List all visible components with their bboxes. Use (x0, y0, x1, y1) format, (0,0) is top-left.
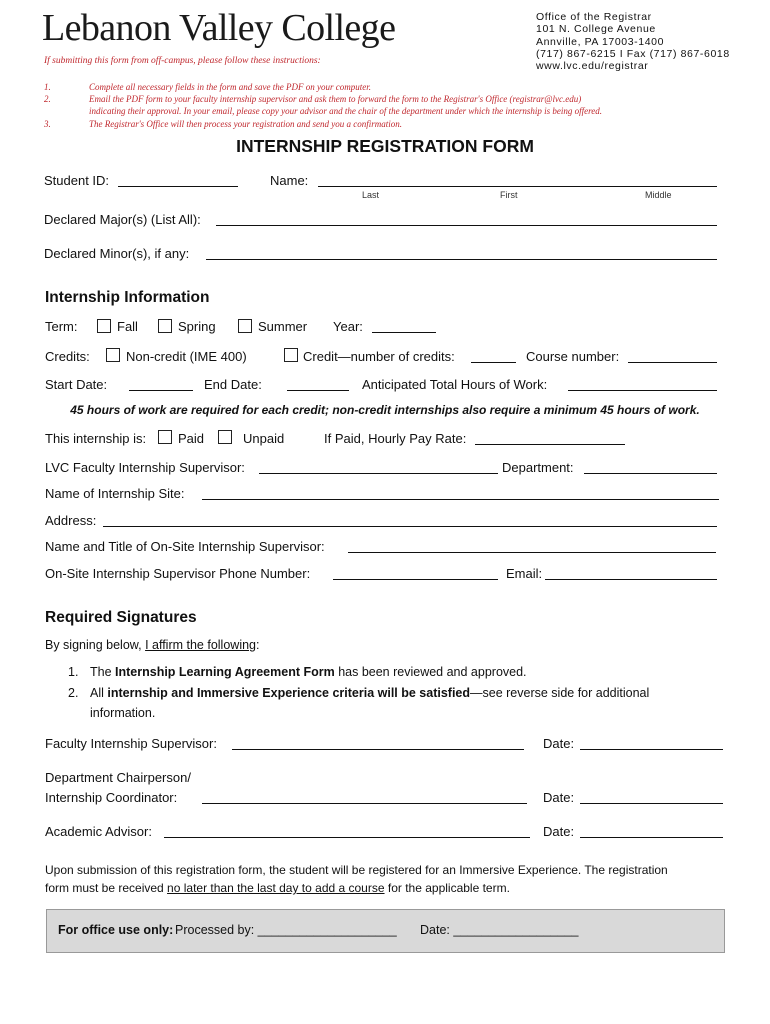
faculty-signature-field[interactable] (232, 749, 524, 750)
onsite-supervisor-label: Name and Title of On-Site Internship Supervisor: (45, 539, 325, 554)
student-id-label: Student ID: (44, 173, 110, 188)
minors-field[interactable] (206, 259, 717, 260)
faculty-date-field[interactable] (580, 749, 723, 750)
chair-signature-field[interactable] (202, 803, 527, 804)
affirm-item-1-text: has been reviewed and approved. (334, 665, 527, 679)
chair-signature-label-1: Department Chairperson/ (45, 770, 191, 785)
advisor-signature-label: Academic Advisor: (45, 824, 152, 839)
instruction-text: Email the PDF form to your faculty internship supervisor and ask them to forward the form to the Registrar's Office (registrar@lvc.edu) (89, 94, 582, 104)
department-label: Department: (502, 460, 574, 475)
college-logo: Lebanon Valley College (42, 7, 396, 49)
email-field[interactable] (545, 579, 717, 580)
paid-checkbox[interactable] (158, 430, 172, 444)
noncredit-checkbox[interactable] (106, 348, 120, 362)
office-date: Date: __________________ (420, 923, 579, 937)
onsite-phone-label: On-Site Internship Supervisor Phone Number: (45, 566, 311, 581)
faculty-supervisor-label: LVC Faculty Internship Supervisor: (45, 460, 245, 475)
affirm-item-1-text: The (90, 665, 116, 679)
name-sub-middle: Middle (645, 190, 672, 200)
address-label: Address: (45, 513, 97, 528)
affirm-item-2-text: —see reverse side for additional (470, 686, 650, 700)
offcampus-note: If submitting this form from off-campus, please follow these instructions: (44, 56, 321, 66)
advisor-signature-field[interactable] (164, 837, 530, 838)
affirm-intro-suffix: : (256, 638, 260, 652)
submission-note-prefix: form must be received (45, 881, 168, 895)
end-date-label: End Date: (204, 377, 262, 392)
pay-rate-field[interactable] (475, 444, 625, 445)
office-use-box (46, 909, 725, 953)
affirm-item-2-text: All (90, 686, 108, 700)
office-use-label: For office use only: (58, 923, 174, 937)
email-label: Email: (506, 566, 543, 581)
instruction-text: indicating their approval. In your email, please copy your advisor and the chair of the department under which the internship is being offered. (89, 106, 603, 116)
noncredit-label: Non-credit (IME 400) (126, 349, 247, 364)
credit-checkbox[interactable] (284, 348, 298, 362)
onsite-phone-field[interactable] (333, 579, 498, 580)
form-title: INTERNSHIP REGISTRATION FORM (236, 136, 534, 156)
affirm-item-2 (90, 684, 649, 702)
chair-date-label: Date: (543, 790, 575, 805)
hours-field[interactable] (568, 390, 717, 391)
minors-label: Declared Minor(s), if any: (44, 246, 190, 261)
term-spring-checkbox[interactable] (158, 319, 172, 333)
start-date-field[interactable] (129, 390, 193, 391)
unpaid-checkbox[interactable] (218, 430, 232, 444)
affirm-item-1 (90, 663, 527, 681)
address-field[interactable] (103, 526, 717, 527)
term-summer-checkbox[interactable] (238, 319, 252, 333)
advisor-date-field[interactable] (580, 837, 723, 838)
majors-label: Declared Major(s) (List All): (44, 212, 201, 227)
affirm-item-1-num: 1. (68, 665, 79, 679)
student-id-field[interactable] (118, 186, 238, 187)
instruction-num: 3. (44, 119, 51, 129)
credits-label: Credits: (45, 349, 90, 364)
affirm-item-2-cont: information. (90, 706, 156, 720)
signatures-heading: Required Signatures (45, 609, 197, 626)
term-fall-label: Fall (117, 319, 138, 334)
processed-by: Processed by: ____________________ (175, 923, 397, 937)
instruction-num: 1. (44, 82, 51, 92)
submission-note-line: Upon submission of this registration form, the student will be registered for an Immersive Experience. The registration (45, 863, 668, 877)
affirm-item-2-num: 2. (68, 686, 79, 700)
term-summer-label: Summer (258, 319, 308, 334)
term-spring-label: Spring (178, 319, 216, 334)
office-line: Office of the Registrar (536, 11, 652, 23)
name-field[interactable] (318, 186, 717, 187)
instruction-num: 2. (44, 94, 51, 104)
chair-signature-label-2: Internship Coordinator: (45, 790, 178, 805)
term-fall-checkbox[interactable] (97, 319, 111, 333)
year-field[interactable] (372, 332, 436, 333)
course-number-label: Course number: (526, 349, 620, 364)
submission-note-suffix: for the applicable term. (384, 881, 510, 895)
name-sub-last: Last (362, 190, 380, 200)
affirm-item-2-bold: internship and Immersive Experience criteria will be satisfied (107, 686, 471, 700)
site-name-field[interactable] (202, 499, 719, 500)
site-name-label: Name of Internship Site: (45, 486, 185, 501)
submission-note-line (45, 879, 668, 897)
unpaid-label: Unpaid (243, 431, 285, 446)
hours-requirement-note: 45 hours of work are required for each credit; non-credit internships also require a minimum 45 hours of work. (70, 403, 700, 417)
start-date-label: Start Date: (45, 377, 108, 392)
instruction-text: The Registrar's Office will then process your registration and send you a confirmation. (89, 119, 402, 129)
term-label: Term: (45, 319, 78, 334)
credit-label: Credit—number of credits: (303, 349, 455, 364)
chair-date-field[interactable] (580, 803, 723, 804)
onsite-supervisor-field[interactable] (348, 552, 716, 553)
hours-label: Anticipated Total Hours of Work: (362, 377, 548, 392)
paid-label: Paid (178, 431, 205, 446)
affirm-intro (45, 636, 259, 654)
credits-number-field[interactable] (471, 362, 516, 363)
internship-heading: Internship Information (45, 289, 210, 306)
end-date-field[interactable] (287, 390, 349, 391)
office-line: www.lvc.edu/registrar (536, 60, 649, 73)
majors-field[interactable] (216, 225, 717, 226)
faculty-date-label: Date: (543, 736, 575, 751)
office-line: Annville, PA 17003-1400 (536, 35, 665, 48)
submission-note (45, 861, 668, 897)
department-field[interactable] (584, 473, 717, 474)
registrar-contact (536, 11, 730, 72)
affirm-intro-prefix: By signing below, (45, 638, 146, 652)
office-line: 101 N. College Avenue (536, 23, 656, 36)
affirm-intro-underlined: I affirm the following (145, 638, 256, 652)
faculty-supervisor-field[interactable] (259, 473, 498, 474)
internship-is-label: This internship is: (45, 431, 147, 446)
submission-deadline: no later than the last day to add a course (167, 881, 385, 895)
pay-rate-label: If Paid, Hourly Pay Rate: (324, 431, 467, 446)
year-label: Year: (333, 319, 363, 334)
affirm-item-1-bold: Internship Learning Agreement Form (115, 665, 335, 679)
faculty-signature-label: Faculty Internship Supervisor: (45, 736, 217, 751)
instruction-text: Complete all necessary fields in the form and save the PDF on your computer. (89, 82, 371, 92)
course-number-field[interactable] (628, 362, 717, 363)
office-line: (717) 867-6215 I Fax (717) 867-6018 (536, 47, 730, 60)
name-sub-first: First (500, 190, 518, 200)
advisor-date-label: Date: (543, 824, 575, 839)
name-label: Name: (270, 173, 309, 188)
